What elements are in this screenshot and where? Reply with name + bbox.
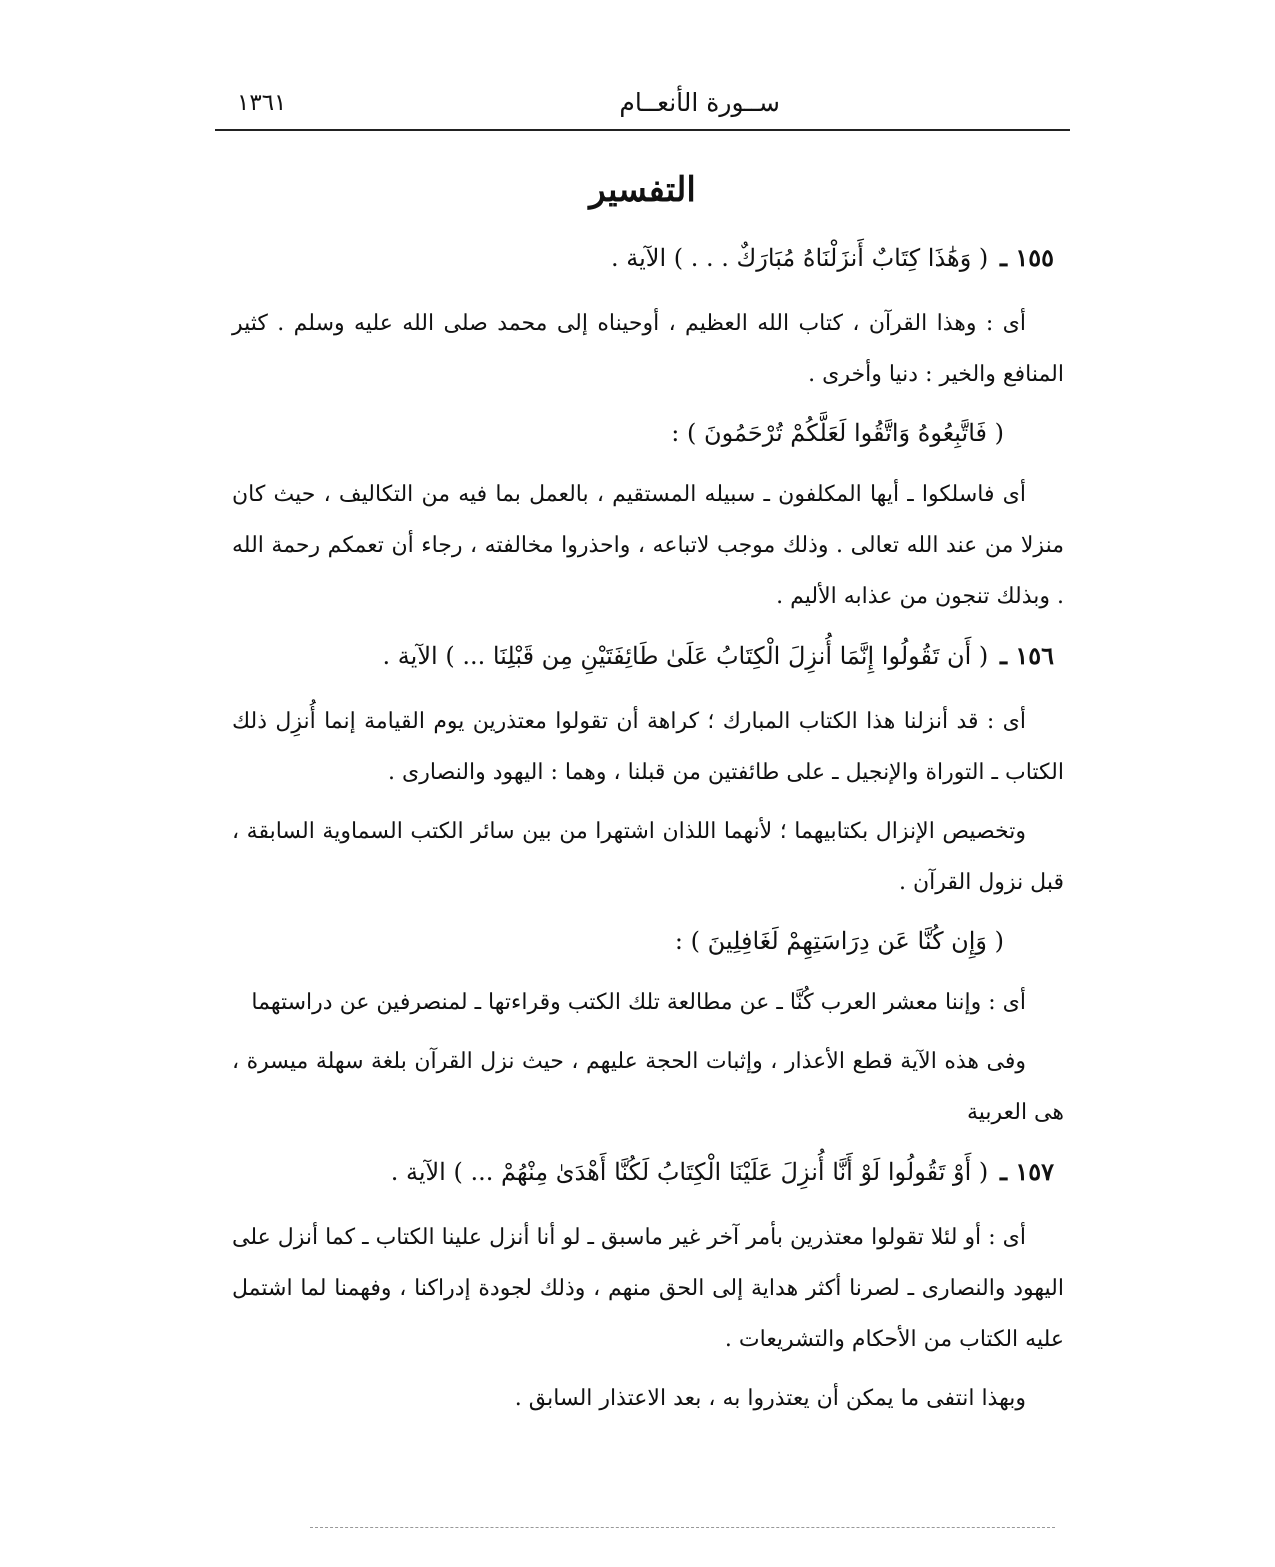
commentary-paragraph: أى : وإننا معشر العرب كُنَّا ـ عن مطالعة تلك الكتب وقراءتها ـ لمنصرفين عن دراستهما — [251, 990, 1026, 1015]
commentary-paragraph: أى : وهذا القرآن ، كتاب الله العظيم ، أوحيناه إلى محمد صلى الله عليه وسلم . كثير المنافع والخير : دنيا وأخرى . — [232, 311, 1064, 387]
verse-number: ١٥٥ ـ — [999, 243, 1054, 272]
footer-dashed-line — [310, 1527, 1055, 1528]
commentary-paragraph: وبهذا انتفى ما يمكن أن يعتذروا به ، بعد الاعتذار السابق . — [514, 1386, 1026, 1411]
verse-excerpt: ( فَاتَّبِعُوهُ وَاتَّقُوا لَعَلَّكُمْ تُرْحَمُونَ ) : — [671, 419, 1004, 447]
verse-156 — [232, 630, 1064, 682]
surah-title: ســورة الأنعــام — [619, 88, 780, 117]
verse-155 — [232, 232, 1064, 284]
verse-text: ( أَوْ تَقُولُوا لَوْ أَنَّا أُنزِلَ عَلَيْنَا الْكِتَابُ لَكُنَّا أَهْدَىٰ مِنْهُمْ ... ) الآية . — [390, 1158, 989, 1186]
commentary-paragraph: أى فاسلكوا ـ أيها المكلفون ـ سبيله المستقيم ، بالعمل بما فيه من التكاليف ، حيث كان منزلا من عند الله تعالى . وذلك موجب لاتباعه ، واحذروا مخالفته ، رجاء أن تعمكم رحمة الله . وبذلك تنجون من عذابه الأليم . — [232, 482, 1064, 609]
commentary-paragraph: وتخصيص الإنزال بكتابيهما ؛ لأنهما اللذان اشتهرا من بين سائر الكتب السماوية السابقة ، قبل نزول القرآن . — [232, 819, 1064, 895]
running-header — [215, 88, 1070, 128]
header-divider — [215, 129, 1070, 131]
verse-excerpt: ( وَإِن كُنَّا عَن دِرَاسَتِهِمْ لَغَافِلِينَ ) : — [674, 927, 1004, 955]
section-title: التفسير — [589, 170, 696, 210]
commentary-paragraph: أى : قد أنزلنا هذا الكتاب المبارك ؛ كراهة أن تقولوا معتذرين يوم القيامة إنما أُنزِل ذلك الكتاب ـ التوراة والإنجيل ـ على طائفتين من قبلنا ، وهما : اليهود والنصارى . — [232, 709, 1064, 785]
commentary-paragraph: وفى هذه الآية قطع الأعذار ، وإثبات الحجة عليهم ، حيث نزل القرآن بلغة سهلة ميسرة ، هى العربية — [232, 1049, 1064, 1125]
commentary-paragraph: أى : أو لئلا تقولوا معتذرين بأمر آخر غير ماسبق ـ لو أنا أنزل علينا الكتاب ـ كما أنزل على اليهود والنصارى ـ لصرنا أكثر هداية إلى الحق منهم ، وذلك لجودة إدراكنا ، وفهمنا لما اشتمل عليه الكتاب من الأحكام والتشريعات . — [232, 1225, 1064, 1352]
verse-157 — [232, 1146, 1064, 1198]
commentary-body — [232, 232, 1064, 1432]
page-number: ١٣٦١ — [237, 90, 287, 116]
verse-number: ١٥٦ ـ — [999, 641, 1054, 670]
verse-text: ( وَهَٰذَا كِتَابٌ أَنزَلْنَاهُ مُبَارَكٌ . . . ) الآية . — [610, 244, 989, 272]
verse-text: ( أَن تَقُولُوا إِنَّمَا أُنزِلَ الْكِتَابُ عَلَىٰ طَائِفَتَيْنِ مِن قَبْلِنَا ... ) الآية . — [382, 642, 989, 670]
verse-number: ١٥٧ ـ — [999, 1157, 1054, 1186]
